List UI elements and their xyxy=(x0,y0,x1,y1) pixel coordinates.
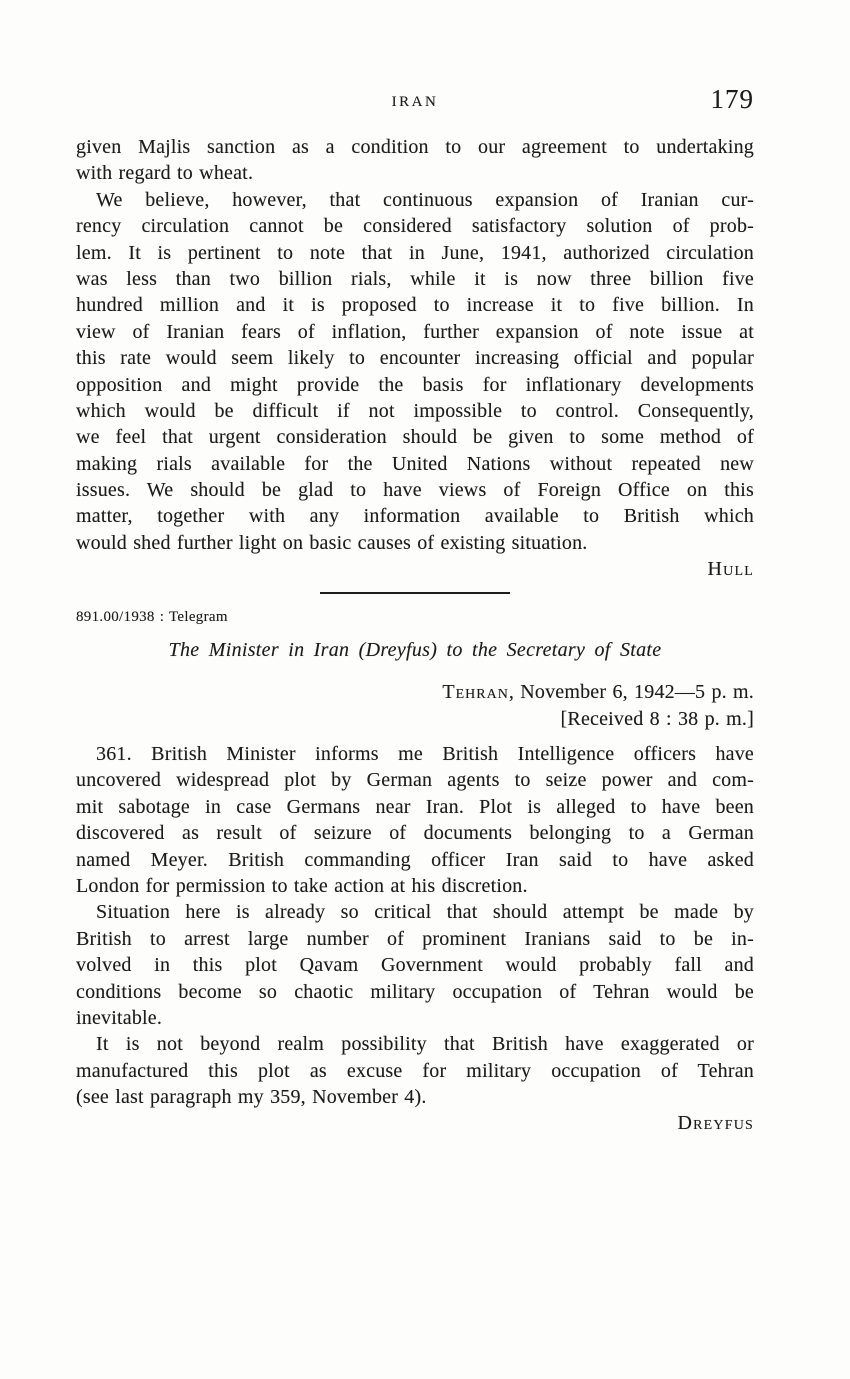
signature-dreyfus: Dreyfus xyxy=(677,1112,754,1135)
text-line: volved in this plot Qavam Government would probably fall and xyxy=(76,954,754,977)
text-line: which would be difficult if not impossible to control. Consequently, xyxy=(76,399,754,422)
dateline-block xyxy=(76,679,754,733)
text-line: conditions become so chaotic military occupation of Tehran would be xyxy=(76,980,754,1003)
archival-reference: 891.00/1938 : Telegram xyxy=(76,609,228,625)
paragraph xyxy=(76,741,754,899)
text-line: view of Iranian fears of inflation, further expansion of note issue at xyxy=(76,320,754,343)
text-line: It is not beyond realm possibility that British have exaggerated or xyxy=(96,1033,754,1056)
text-line: discovered as result of seizure of documents belonging to a German xyxy=(76,822,754,845)
text-line: lem. It is pertinent to note that in June, 1941, authorized circulation xyxy=(76,241,754,264)
text-line: rency circulation cannot be considered satisfactory solution of prob- xyxy=(76,215,754,238)
hull-telegram-body xyxy=(76,134,754,583)
text-line: uncovered widespread plot by German agents to seize power and com- xyxy=(76,769,754,792)
text-line: given Majlis sanction as a condition to our agreement to undertaking xyxy=(76,136,754,158)
document-heading: The Minister in Iran (Dreyfus) to the Secretary of State xyxy=(168,639,662,661)
text-line: this rate would seem likely to encounter increasing official and popular xyxy=(76,347,754,370)
text-line: issues. We should be glad to have views of Foreign Office on this xyxy=(76,479,754,502)
paragraph-continuation xyxy=(76,134,754,187)
text-line: making rials available for the United Nations without repeated new xyxy=(76,452,754,475)
page-header xyxy=(76,84,754,122)
paragraph xyxy=(76,187,754,556)
text-line: London for permission to take action at his discretion. xyxy=(76,874,528,897)
text-line: would shed further light on basic causes of existing situation. xyxy=(76,531,588,554)
text-line: named Meyer. British commanding officer Iran said to have asked xyxy=(76,848,754,871)
text-line: with regard to wheat. xyxy=(76,162,254,185)
text-line: matter, together with any information available to British which xyxy=(76,505,754,528)
text-line: Situation here is already so critical that should attempt be made by xyxy=(96,901,754,924)
text-line: (see last paragraph my 359, November 4). xyxy=(76,1086,427,1109)
section-divider-wrap xyxy=(76,592,754,594)
text-line: we feel that urgent consideration should be given to some method of xyxy=(76,426,754,449)
section-divider xyxy=(320,592,510,594)
paragraph xyxy=(76,1031,754,1110)
text-line: British to arrest large number of prominent Iranians said to be in- xyxy=(76,927,754,950)
dateline xyxy=(76,679,754,706)
text-line: manufactured this plot as excuse for military occupation of Tehran xyxy=(76,1059,754,1082)
page-number: 179 xyxy=(710,84,754,114)
dateline-place: Tehran xyxy=(442,681,509,703)
text-line: 361. British Minister informs me British Intelligence officers have xyxy=(96,743,754,765)
text-line: inevitable. xyxy=(76,1006,163,1029)
section-title: IRAN xyxy=(391,94,439,110)
signature-hull: Hull xyxy=(707,558,754,581)
dateline-rest: , November 6, 1942—5 p. m. xyxy=(508,681,754,703)
paragraph xyxy=(76,899,754,1031)
text-line: was less than two billion rials, while it is now three billion five xyxy=(76,267,754,290)
text-line: mit sabotage in case Germans near Iran. Plot is alleged to have been xyxy=(76,795,754,818)
text-line: We believe, however, that continuous expansion of Iranian cur- xyxy=(96,188,754,211)
dreyfus-telegram-body xyxy=(76,741,754,1137)
received-line: [Received 8 : 38 p. m.] xyxy=(560,708,754,730)
text-line: opposition and might provide the basis for inflationary developments xyxy=(76,373,754,396)
text-line: hundred million and it is proposed to increase it to five billion. In xyxy=(76,294,754,317)
